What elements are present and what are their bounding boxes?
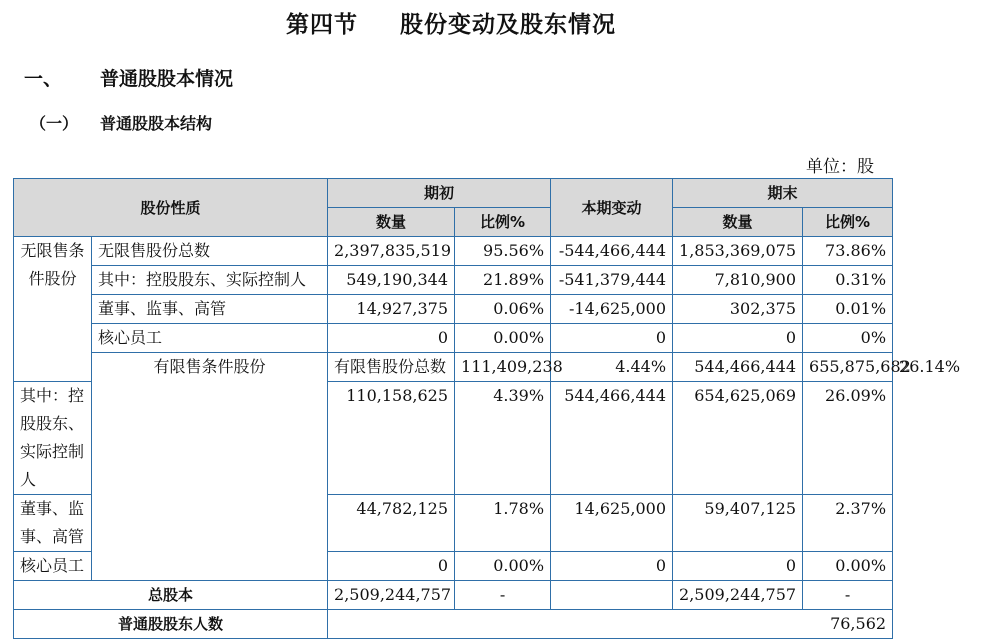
holders-label: 普通股股东人数	[14, 610, 328, 639]
end-qty: 302,375	[673, 295, 803, 324]
total-label: 总股本	[14, 581, 328, 610]
section-heading: 股份变动及股东情况	[400, 12, 616, 38]
begin-qty: 14,927,375	[328, 295, 455, 324]
category-restricted: 有限售条件股份	[92, 353, 328, 581]
unit-label: 单位：股	[806, 157, 874, 177]
total-row	[14, 581, 893, 610]
begin-ratio: 4.39%	[455, 382, 551, 495]
heading-2-text: 普通股股本结构	[100, 114, 213, 133]
end-qty: 0	[673, 324, 803, 353]
change: 14,625,000	[551, 495, 673, 552]
table-row	[14, 237, 893, 266]
begin-qty: 110,158,625	[328, 382, 455, 495]
row-label: 无限售股份总数	[92, 237, 328, 266]
section-title	[0, 6, 902, 39]
row-label: 有限售股份总数	[328, 353, 455, 382]
holders-value: 76,562	[328, 610, 893, 639]
end-qty: 7,810,900	[673, 266, 803, 295]
begin-ratio: 21.89%	[455, 266, 551, 295]
heading-1-text: 普通股股本情况	[100, 68, 234, 90]
row-label: 董事、监事、高管	[92, 295, 328, 324]
header-begin-qty: 数量	[328, 208, 455, 237]
row-label: 其中：控股股东、实际控制人	[14, 382, 92, 495]
end-qty: 1,853,369,075	[673, 237, 803, 266]
header-end: 期末	[673, 179, 893, 208]
heading-level-1	[24, 64, 233, 91]
row-label: 董事、监事、高管	[14, 495, 92, 552]
end-qty: 654,625,069	[673, 382, 803, 495]
end-ratio: 0.31%	[803, 266, 893, 295]
holders-row	[14, 610, 893, 639]
end-qty: 59,407,125	[673, 495, 803, 552]
change: -541,379,444	[551, 266, 673, 295]
heading-1-number: 一、	[24, 68, 63, 90]
heading-level-2	[30, 111, 212, 134]
header-end-ratio: 比例%	[803, 208, 893, 237]
row-label: 其中：控股股东、实际控制人	[92, 266, 328, 295]
category-unrestricted: 无限售条件股份	[14, 237, 92, 382]
heading-2-number: （一）	[30, 114, 79, 133]
end-ratio: 26.09%	[803, 382, 893, 495]
begin-qty: 549,190,344	[328, 266, 455, 295]
row-label: 核心员工	[14, 552, 92, 581]
change: 544,466,444	[551, 382, 673, 495]
row-label: 核心员工	[92, 324, 328, 353]
begin-ratio: 1.78%	[455, 495, 551, 552]
begin-qty: 0	[328, 552, 455, 581]
total-end-qty: 2,509,244,757	[673, 581, 803, 610]
begin-ratio: 0.00%	[455, 324, 551, 353]
begin-ratio: 4.44%	[551, 353, 673, 382]
header-change: 本期变动	[551, 179, 673, 237]
begin-qty: 0	[328, 324, 455, 353]
change: -14,625,000	[551, 295, 673, 324]
end-ratio: 0.01%	[803, 295, 893, 324]
header-nature: 股份性质	[14, 179, 328, 237]
header-begin-ratio: 比例%	[455, 208, 551, 237]
total-end-ratio: -	[803, 581, 893, 610]
end-ratio: 0.00%	[803, 552, 893, 581]
begin-qty: 44,782,125	[328, 495, 455, 552]
end-ratio: 73.86%	[803, 237, 893, 266]
change: -544,466,444	[551, 237, 673, 266]
section-label: 第四节	[286, 12, 358, 38]
end-ratio: 0%	[803, 324, 893, 353]
total-begin-ratio: -	[455, 581, 551, 610]
change: 544,466,444	[673, 353, 803, 382]
header-end-qty: 数量	[673, 208, 803, 237]
end-ratio: 2.37%	[803, 495, 893, 552]
begin-qty: 111,409,238	[455, 353, 551, 382]
change: 0	[551, 552, 673, 581]
begin-ratio: 95.56%	[455, 237, 551, 266]
begin-qty: 2,397,835,519	[328, 237, 455, 266]
table-row	[14, 266, 893, 295]
begin-ratio: 0.00%	[455, 552, 551, 581]
table-row: 有限售条件股份 有限售股份总数 111,409,238 4.44% 544,466,444 655,875,682 26.14%	[14, 353, 893, 382]
change: 0	[551, 324, 673, 353]
end-qty: 655,875,682	[803, 353, 893, 382]
begin-ratio: 0.06%	[455, 295, 551, 324]
end-qty: 0	[673, 552, 803, 581]
table-row	[14, 295, 893, 324]
share-capital-table	[13, 178, 961, 639]
total-change	[551, 581, 673, 610]
header-begin: 期初	[328, 179, 551, 208]
table-row	[14, 324, 893, 353]
total-begin-qty: 2,509,244,757	[328, 581, 455, 610]
